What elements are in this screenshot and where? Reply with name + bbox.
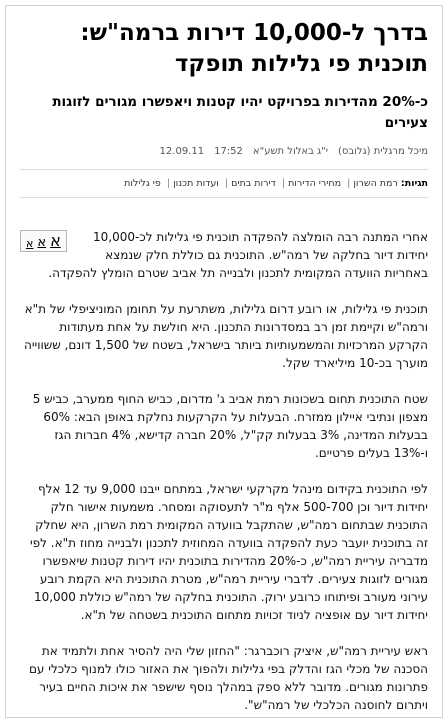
tag-link[interactable]: ועדות תכנון	[173, 178, 219, 189]
article-date: 12.09.11	[159, 146, 205, 157]
article-time: 17:52	[214, 146, 243, 157]
article-page	[5, 5, 443, 718]
article-date-hebrew: י"ג באלול תשע"א	[252, 146, 328, 157]
tag-link[interactable]: מחירי הדירות	[288, 178, 342, 189]
tags-label: תגיות:	[400, 178, 428, 189]
tag-link[interactable]: דירות בתים	[231, 178, 276, 189]
article-author[interactable]: מיכל מרגלית (גלובס)	[337, 146, 428, 157]
tags-bar: תגיות: רמת השרון| מחירי הדירות| דירות בתים| ועדות תכנון| פי גלילות	[124, 178, 428, 189]
paragraph-text: אחרי המתנה רבה הומלצה להפקדה תוכנית פי גלילות לכ-10,000 יחידות דיור בחלקה של רמה"ש. התוכנית גם כוללת חלק שנמצא באחריות הוועדה המקומית לתכנון ולבנייה תל אביב שטרם הומלץ להפקדה.	[48, 230, 428, 280]
article-paragraph: תוכנית פי גלילות, או רובע דרום גלילות, משתרעת על תחומן המוניציפלי של ת"א ורמה"ש וקיימת זמן רב במסדרונות התכנון. היא חולשת על אחת מעתודות הקרקע המרכזיות והמשמעותיות ביותר בישראל, בשטח של 1,500 דונם, ששווייה מוערך בכ-10 מיליארד שקל.	[23, 302, 428, 370]
article-content	[6, 6, 442, 714]
article-paragraph	[20, 228, 428, 282]
article-subtitle: כ-20% מהדירות בפרויקט יהיו קטנות ויאפשרו מגורים לזוגות צעירים	[52, 94, 428, 131]
tag-link[interactable]: רמת השרון	[353, 178, 398, 189]
tag-link[interactable]: פי גלילות	[124, 178, 161, 189]
divider	[20, 197, 428, 198]
font-size-controls	[20, 230, 67, 252]
font-small-button[interactable]: א	[26, 237, 34, 250]
article-title: בדרך ל-10,000 דירות ברמה"ש: תוכנית פי גלילות תופקד	[80, 20, 428, 77]
article-paragraph: ראש עיריית רמה"ש, איציק רוכברגר: "החזון שלי היה להסיר אחת ולתמיד את הסכנה של מכלי הגז והדלק בפי גלילות ולהפוך את האזור כולו למנוף כלכלי עם פתרונות מגורים. מדובר ללא ספק במהלך נוסף שישפר את איכות החיים בעיר ויתרום לחוסנה הכלכלי של רמה"ש".	[28, 644, 428, 712]
font-medium-button[interactable]: א	[37, 235, 47, 250]
article-paragraph: שטח התוכנית תחום בשכונות רמת אביב ג' מדרום, כביש החוף ממערב, כביש 5 מצפון ונתיבי איילון ממזרח. הבעלות על הקרקעות נחלקת באופן הבא: 60% בבעלות המדינה, 3% בבעלות קק"ל, 20% חברה קדישא, 4% חברות הגז ו-13% בעלים פרטיים.	[32, 392, 428, 460]
article-body	[20, 228, 428, 714]
article-meta	[20, 146, 428, 157]
font-large-button[interactable]: א	[50, 231, 61, 250]
article-paragraph: לפי התוכנית בקידום מינהל מקרקעי ישראל, במתחם ייבנו 9,000 עד 12 אלף יחידות דיור וכן 500-700 אלף מ"ר לתעסוקה ומסחר. משמעות אישור חלק התוכנית שבתחום רמה"ש, שהתקבל בוועדה המקומית רמת השרון, היא שחלק זה בתוכנית יועבר כעת להפקדה בוועדה המחוזית לתכנון ולבנייה מחוז ת"א. לפי מדבריה עיריית רמה"ש, כ-20% מהדירות בתוכנית יהיו דירות קטנות שיאפשרו מגורים לזוגות צעירים. לדברי עיריית רמה"ש, מטרת התוכנית היא הקמת רובע עירוני מעורב ופיתוחו כרובע ירוק. התוכנית בחלקה של רמה"ש כוללת 10,000 יחידות דיור עם אופציה לניוד זכויות מתחום התוכנית בשטחה של ת"א.	[29, 482, 428, 622]
